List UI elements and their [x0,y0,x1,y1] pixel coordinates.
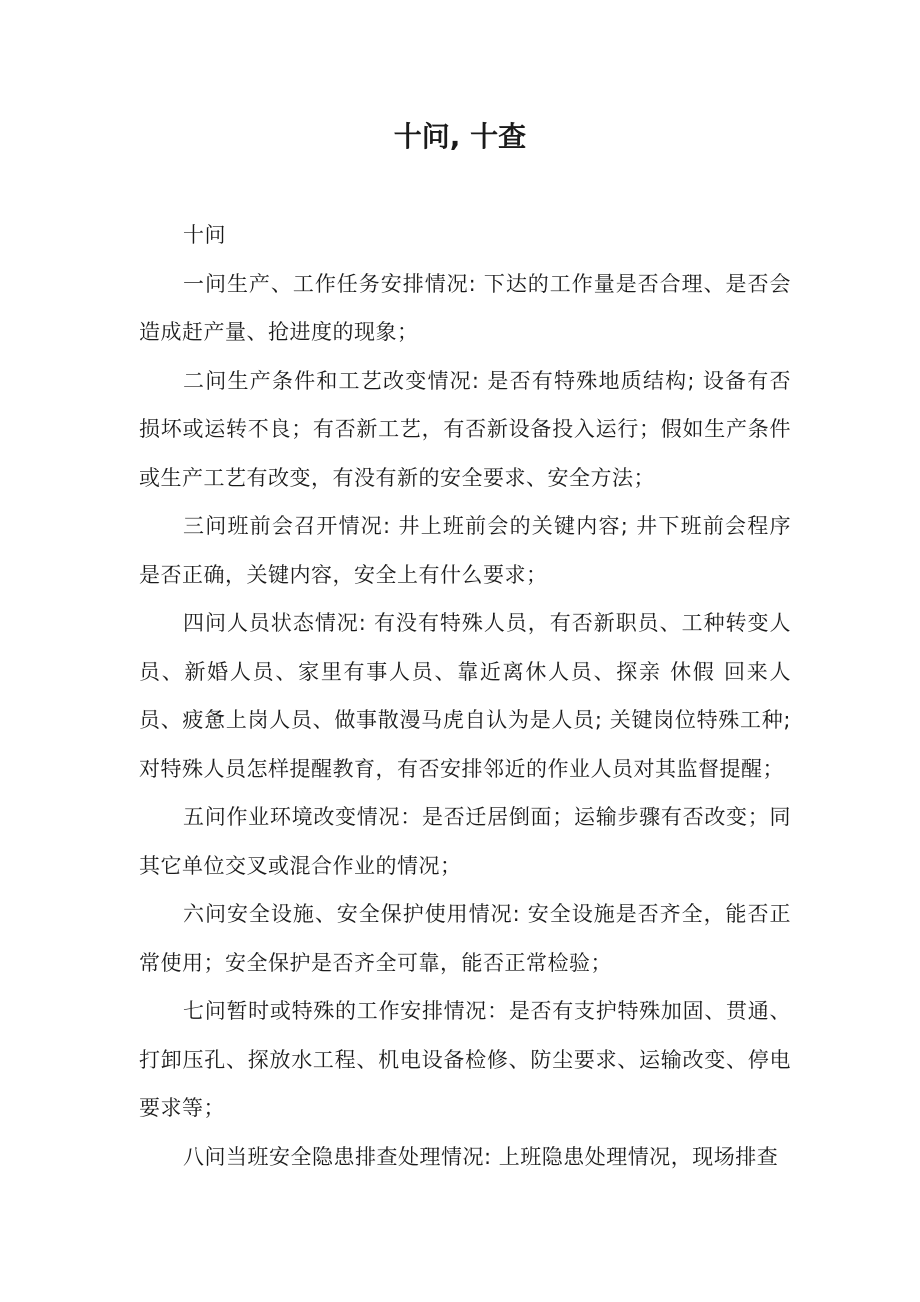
paragraph-7: 七问暂时或特殊的工作安排情况：是否有支护特殊加固、贯通、打卸压孔、探放水工程、机电设备检修、防尘要求、运输改变、停电要求等； [139,999,791,1120]
page-title: 十问, 十查 [393,120,527,153]
paragraph-4: 四问人员状态情况: 有没有特殊人员，有否新职员、工种转变人员、新婚人员、家里有事人员、靠近离休人员、探亲 休假 回来人员、疲惫上岗人员、做事散漫马虎自认为是人员; 关键岗位特殊工种; 对特殊人员怎样提醒教育，有否安排邻近的作业人员对其监督提醒； [139,611,791,781]
paragraph-2: 二问生产条件和工艺改变情况: 是否有特殊地质结构; 设备有否损坏或运转不良；有否新工艺，有否新设备投入运行；假如生产条件或生产工艺有改变，有没有新的安全要求、安全方法； [139,368,791,490]
paragraph-6: 六问安全设施、安全保护使用情况: 安全设施是否齐全，能否正常使用；安全保护是否齐全可靠，能否正常检验； [139,902,791,975]
document-body [139,211,791,1181]
paragraph-8: 八问当班安全隐患排查处理情况: 上班隐患处理情况，现场排查 [183,1144,779,1169]
paragraph-1: 一问生产、工作任务安排情况: 下达的工作量是否合理、是否会造成赶产量、抢进度的现象； [139,271,791,344]
section-heading: 十问 [183,223,226,247]
paragraph-3: 三问班前会召开情况: 井上班前会的关键内容; 井下班前会程序是否正确，关键内容，安全上有什么要求； [139,514,791,587]
paragraph-5: 五问作业环境改变情况：是否迁居倒面；运输步骤有否改变；同其它单位交叉或混合作业的情况； [139,805,791,878]
